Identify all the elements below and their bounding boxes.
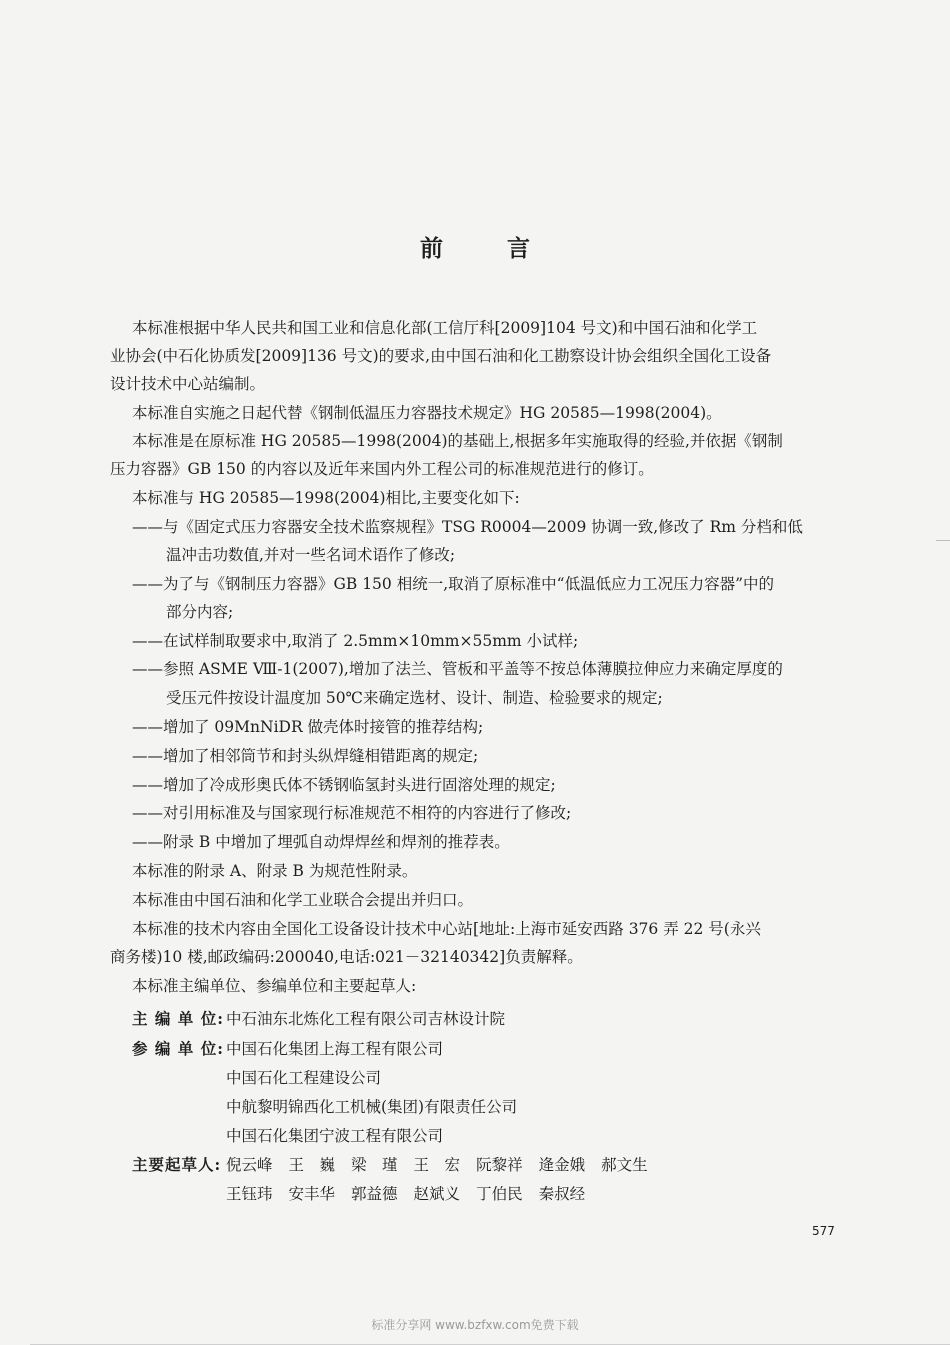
- participating-unit: 中国石化工程建设公司: [226, 1069, 382, 1087]
- change-item: ——附录 B 中增加了埋弧自动焊焊丝和焊剂的推荐表。: [132, 833, 510, 851]
- change-item: ——为了与《钢制压力容器》GB 150 相统一,取消了原标准中“低温低应力工况压力容器”中的: [132, 575, 774, 593]
- paragraph-line: 本标准主编单位、参编单位和主要起草人:: [132, 977, 417, 995]
- scan-edge-mark: [936, 540, 950, 541]
- change-item: ——对引用标准及与国家现行标准规范不相符的内容进行了修改;: [132, 804, 572, 822]
- page-number: 577: [812, 1224, 835, 1238]
- participating-unit: 中国石化集团宁波工程有限公司: [226, 1127, 444, 1145]
- paragraph-line: 压力容器》GB 150 的内容以及近年来国内外工程公司的标准规范进行的修订。: [110, 460, 654, 478]
- change-item: ——增加了 09MnNiDR 做壳体时接管的推荐结构;: [132, 718, 484, 736]
- footer-watermark-link[interactable]: 标准分享网 www.bzfxw.com免费下载: [371, 1318, 579, 1332]
- change-item: ——增加了冷成形奥氏体不锈钢临氢封头进行固溶处理的规定;: [132, 776, 556, 794]
- drafter-name: 赵斌义: [413, 1185, 461, 1203]
- drafter-name: 丁伯民: [476, 1185, 523, 1203]
- drafter-name: 阮黎祥: [476, 1156, 523, 1174]
- drafter-name: 倪云峰: [226, 1156, 273, 1174]
- participating-unit: 中航黎明锦西化工机械(集团)有限责任公司: [226, 1098, 518, 1116]
- paragraph-line: 本标准的附录 A、附录 B 为规范性附录。: [132, 862, 418, 880]
- title-char-right: 言: [507, 235, 530, 262]
- drafter-name: 郝文生: [601, 1156, 648, 1174]
- paragraph-line: 业协会(中石化协质发[2009]136 号文)的要求,由中国石油和化工勘察设计协会组织全国化工设备: [110, 347, 772, 365]
- chief-unit: 中石油东北炼化工程有限公司吉林设计院: [226, 1010, 506, 1028]
- change-item-cont: 受压元件按设计温度加 50℃来确定选材、设计、制造、检验要求的规定;: [166, 689, 663, 707]
- paragraph-line: 本标准由中国石油和化学工业联合会提出并归口。: [132, 891, 474, 909]
- drafters-row: [226, 1183, 601, 1205]
- paragraph-line: 本标准是在原标准 HG 20585—1998(2004)的基础上,根据多年实施取得的经验,并依据《钢制: [132, 432, 783, 450]
- drafter-name: 郭益德: [351, 1185, 398, 1203]
- drafter-name: 王 巍: [288, 1156, 336, 1174]
- paragraph-line: 设计技术中心站编制。: [110, 375, 266, 393]
- paragraph-line: 本标准与 HG 20585—1998(2004)相比,主要变化如下:: [132, 489, 520, 507]
- change-item: ——在试样制取要求中,取消了 2.5mm×10mm×55mm 小试样;: [132, 632, 579, 650]
- drafter-name: 安丰华: [288, 1185, 336, 1203]
- drafter-name: 逄金娥: [538, 1156, 586, 1174]
- change-item-cont: 温冲击功数值,并对一些名词术语作了修改;: [166, 546, 456, 564]
- change-item-cont: 部分内容;: [166, 603, 234, 621]
- change-item: ——与《固定式压力容器安全技术监察规程》TSG R0004—2009 协调一致,修改了 Rm 分档和低: [132, 518, 803, 536]
- page-title: [0, 230, 950, 263]
- participating-unit-label: 参 编 单 位:: [132, 1039, 224, 1058]
- drafters-label: 主要起草人:: [132, 1155, 222, 1174]
- drafter-name: 梁 瑾: [351, 1156, 398, 1174]
- paragraph-line: 本标准自实施之日起代替《钢制低温压力容器技术规定》HG 20585—1998(2004)。: [132, 404, 722, 422]
- participating-unit: 中国石化集团上海工程有限公司: [226, 1040, 444, 1058]
- change-item: ——参照 ASME Ⅷ-1(2007),增加了法兰、管板和平盖等不按总体薄膜拉伸应力来确定厚度的: [132, 660, 783, 678]
- paragraph-line: 本标准的技术内容由全国化工设备设计技术中心站[地址:上海市延安西路 376 弄 22 号(永兴: [132, 920, 761, 938]
- drafter-name: 王 宏: [413, 1156, 461, 1174]
- change-item: ——增加了相邻筒节和封头纵焊缝相错距离的规定;: [132, 747, 479, 765]
- drafter-name: 王钰玮: [226, 1185, 273, 1203]
- drafters-row: [226, 1154, 664, 1176]
- chief-unit-label: 主 编 单 位:: [132, 1009, 224, 1028]
- paragraph-line: 商务楼)10 楼,邮政编码:200040,电话:021－32140342]负责解释。: [110, 948, 583, 966]
- drafter-name: 秦叔经: [538, 1185, 586, 1203]
- paragraph-line: 本标准根据中华人民共和国工业和信息化部(工信厅科[2009]104 号文)和中国石油和化学工: [132, 319, 758, 337]
- title-char-left: 前: [420, 235, 443, 262]
